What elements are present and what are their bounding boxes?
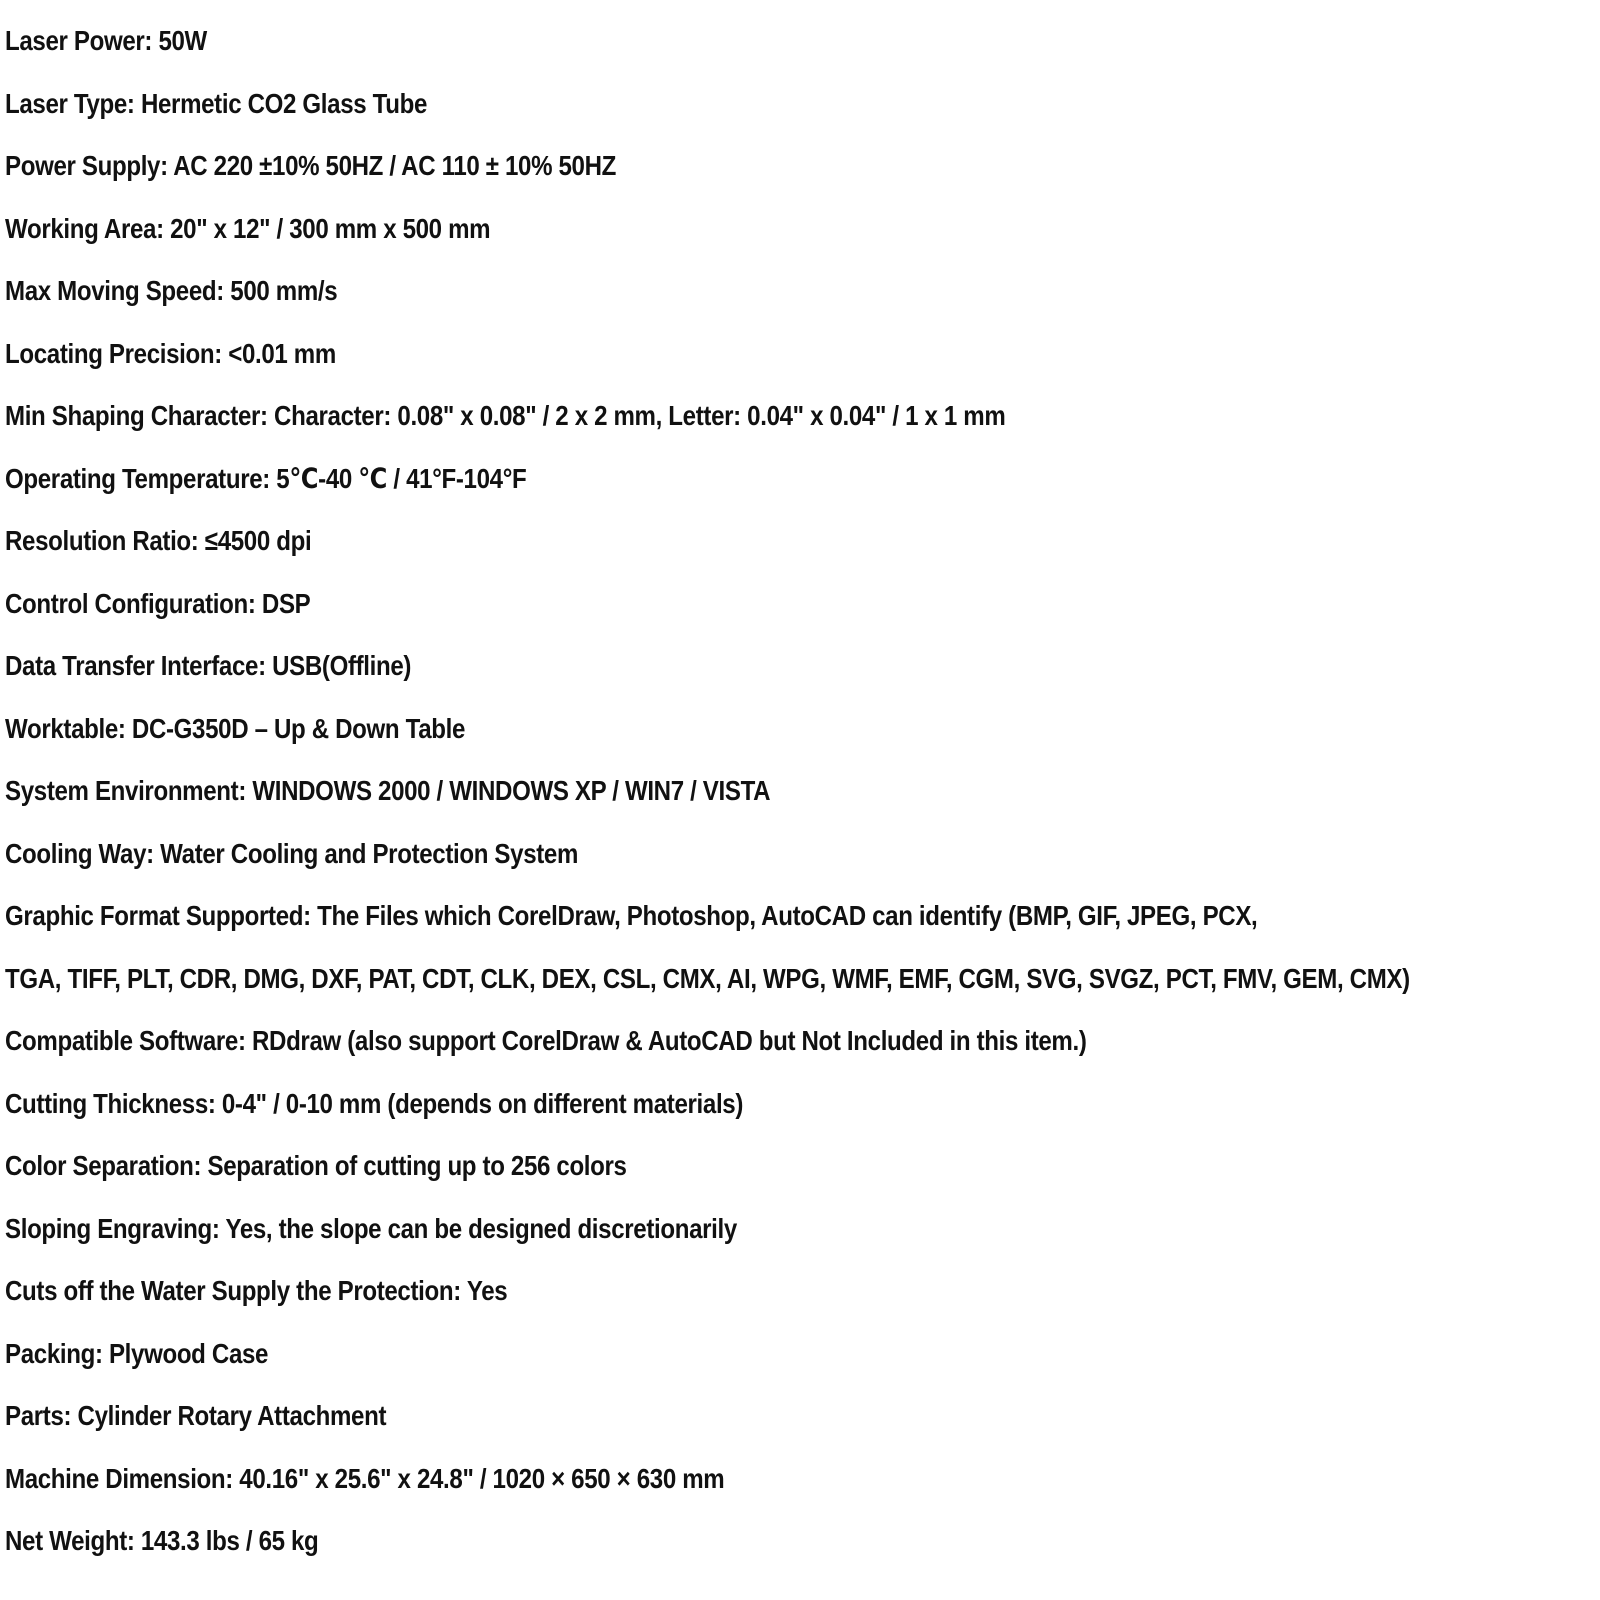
spec-power-supply: Power Supply: AC 220 ±10% 50HZ / AC 110 ± 10% 50HZ [5, 150, 617, 181]
spec-operating-temperature: Operating Temperature: 5℃-40 ℃ / 41°F-104°F [5, 462, 527, 494]
spec-system-environment: System Environment: WINDOWS 2000 / WINDOWS XP / WIN7 / VISTA [5, 775, 771, 806]
spec-packing: Packing: Plywood Case [5, 1337, 269, 1369]
spec-worktable: Worktable: DC-G350D – Up & Down Table [5, 712, 466, 744]
spec-locating-precision: Locating Precision: <0.01 mm [5, 337, 336, 369]
spec-laser-power: Laser Power: 50W [5, 25, 207, 56]
spec-graphic-format-supported: Graphic Format Supported: The Files which CorelDraw, Photoshop, AutoCAD can identify (BMP, GIF, JPEG, PCX, [5, 900, 1258, 931]
spec-sloping-engraving: Sloping Engraving: Yes, the slope can be designed discretionarily [5, 1212, 737, 1244]
spec-compatible-software: Compatible Software: RDdraw (also support CorelDraw & AutoCAD but Not Included in this item.) [5, 1025, 1087, 1056]
spec-machine-dimension: Machine Dimension: 40.16" x 25.6" x 24.8" / 1020 × 650 × 630 mm [5, 1462, 725, 1494]
spec-color-separation: Color Separation: Separation of cutting up to 256 colors [5, 1150, 627, 1181]
spec-max-moving-speed: Max Moving Speed: 500 mm/s [5, 275, 338, 306]
spec-net-weight: Net Weight: 143.3 lbs / 65 kg [5, 1525, 319, 1556]
spec-graphic-format-continuation: TGA, TIFF, PLT, CDR, DMG, DXF, PAT, CDT, CLK, DEX, CSL, CMX, AI, WPG, WMF, EMF, CGM, SVG, SVGZ, PCT, FMV, GEM, CMX) [5, 962, 1410, 994]
spec-parts: Parts: Cylinder Rotary Attachment [5, 1400, 387, 1431]
spec-cooling-way: Cooling Way: Water Cooling and Protection System [5, 837, 579, 869]
spec-working-area: Working Area: 20" x 12" / 300 mm x 500 mm [5, 212, 491, 244]
spec-data-transfer-interface: Data Transfer Interface: USB(Offline) [5, 650, 412, 681]
spec-laser-type: Laser Type: Hermetic CO2 Glass Tube [5, 87, 428, 119]
spec-control-configuration: Control Configuration: DSP [5, 587, 311, 619]
spec-resolution-ratio: Resolution Ratio: ≤4500 dpi [5, 525, 312, 556]
spec-water-supply-protection: Cuts off the Water Supply the Protection: Yes [5, 1275, 508, 1306]
spec-sheet [5, 18, 1595, 1581]
spec-cutting-thickness: Cutting Thickness: 0-4" / 0-10 mm (depends on different materials) [5, 1087, 744, 1119]
spec-min-shaping-character: Min Shaping Character: Character: 0.08" x 0.08" / 2 x 2 mm, Letter: 0.04" x 0.04" / 1 x 1 mm [5, 400, 1006, 431]
